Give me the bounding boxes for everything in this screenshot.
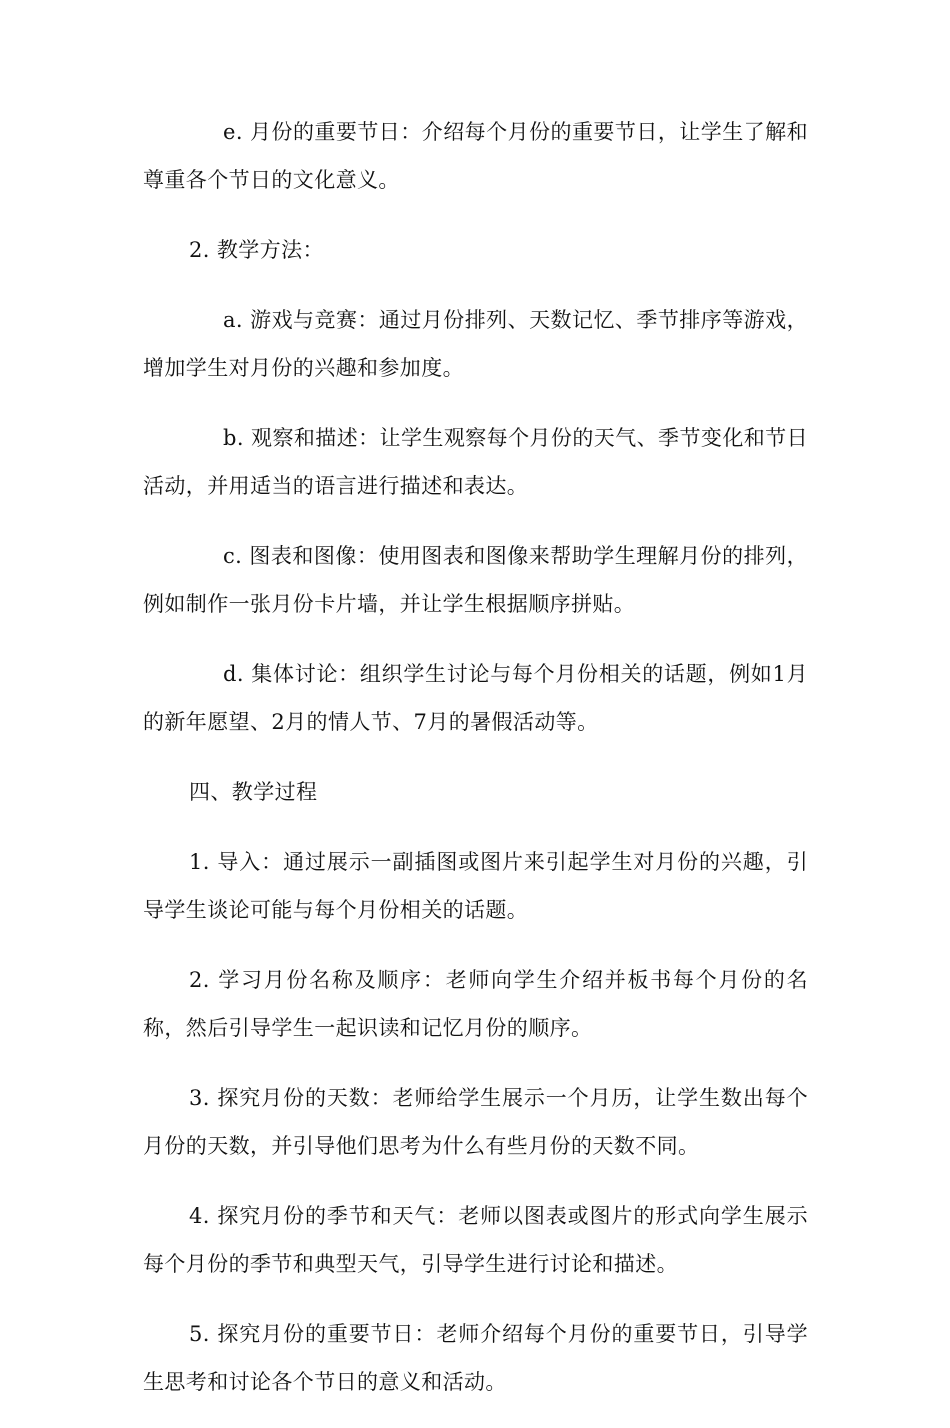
paragraph-step-1: 1. 导入：通过展示一副插图或图片来引起学生对月份的兴趣，引导学生谈论可能与每个月份相关的话题。 (143, 850, 808, 922)
paragraph-item-c: c. 图表和图像：使用图表和图像来帮助学生理解月份的排列，例如制作一张月份卡片墙，并让学生根据顺序拼贴。 (143, 544, 808, 616)
paragraph-item-e: e. 月份的重要节日：介绍每个月份的重要节日，让学生了解和尊重各个节日的文化意义。 (143, 120, 808, 192)
section-heading-teaching-process: 四、教学过程 (189, 780, 318, 804)
paragraph-step-4: 4. 探究月份的季节和天气：老师以图表或图片的形式向学生展示每个月份的季节和典型天气，引导学生进行讨论和描述。 (143, 1204, 808, 1276)
paragraph-step-3: 3. 探究月份的天数：老师给学生展示一个月历，让学生数出每个月份的天数，并引导他们思考为什么有些月份的天数不同。 (143, 1086, 808, 1158)
paragraph-step-5: 5. 探究月份的重要节日：老师介绍每个月份的重要节日，引导学生思考和讨论各个节日的意义和活动。 (143, 1322, 808, 1394)
paragraph-item-a: a. 游戏与竞赛：通过月份排列、天数记忆、季节排序等游戏，增加学生对月份的兴趣和参加度。 (143, 308, 808, 380)
paragraph-item-b: b. 观察和描述：让学生观察每个月份的天气、季节变化和节日活动，并用适当的语言进行描述和表达。 (143, 426, 808, 498)
paragraph-step-2: 2. 学习月份名称及顺序：老师向学生介绍并板书每个月份的名称，然后引导学生一起识读和记忆月份的顺序。 (143, 968, 808, 1040)
paragraph-teaching-methods-heading: 2. 教学方法： (189, 238, 324, 262)
paragraph-item-d: d. 集体讨论：组织学生讨论与每个月份相关的话题，例如1月的新年愿望、2月的情人节、7月的暑假活动等。 (143, 662, 808, 734)
document-body (143, 108, 808, 1428)
